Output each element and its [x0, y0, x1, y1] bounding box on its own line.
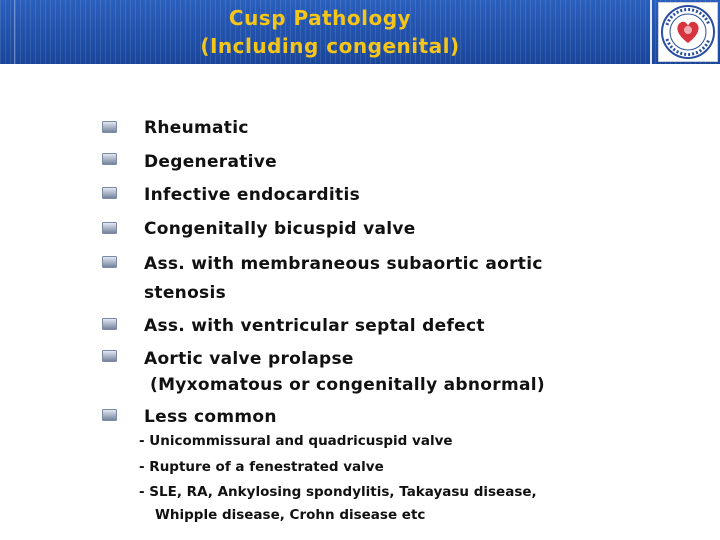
society-logo-icon — [658, 2, 718, 62]
list-item-rheumatic: Rheumatic — [144, 118, 249, 138]
list-item-aortic-prolapse-cont: (Myxomatous or congenitally abnormal) — [150, 375, 545, 395]
slide-title: Cusp Pathology — [228, 6, 412, 30]
bullet-icon — [102, 121, 117, 133]
sub-item-unicommissural: - Unicommissural and quadricuspid valve — [139, 433, 453, 449]
bullet-icon — [102, 350, 117, 362]
bullet-icon — [102, 318, 117, 330]
bullet-icon — [102, 153, 117, 165]
list-item-less-common: Less common — [144, 407, 277, 427]
list-item-vsd: Ass. with ventricular septal defect — [144, 316, 485, 336]
list-item-subaortic-stenosis: Ass. with membraneous subaortic aortic — [144, 254, 543, 274]
sub-item-systemic-diseases: - SLE, RA, Ankylosing spondylitis, Takayasu disease, — [139, 484, 537, 500]
header-divider — [650, 0, 652, 64]
sub-item-fenestrated: - Rupture of a fenestrated valve — [139, 459, 384, 475]
bullet-icon — [102, 222, 117, 234]
list-item-subaortic-stenosis-cont: stenosis — [144, 283, 227, 303]
bullet-icon — [102, 409, 117, 421]
sub-item-systemic-diseases-cont: Whipple disease, Crohn disease etc — [155, 507, 426, 523]
list-item-aortic-prolapse: Aortic valve prolapse — [144, 349, 354, 369]
list-item-bicuspid-valve: Congenitally bicuspid valve — [144, 219, 416, 239]
title-bar — [0, 0, 720, 64]
list-item-infective-endocarditis: Infective endocarditis — [144, 185, 360, 205]
bullet-icon — [102, 256, 117, 268]
list-item-degenerative: Degenerative — [144, 152, 277, 172]
bullet-icon — [102, 187, 117, 199]
slide-subtitle: (Including congenital) — [200, 34, 460, 58]
